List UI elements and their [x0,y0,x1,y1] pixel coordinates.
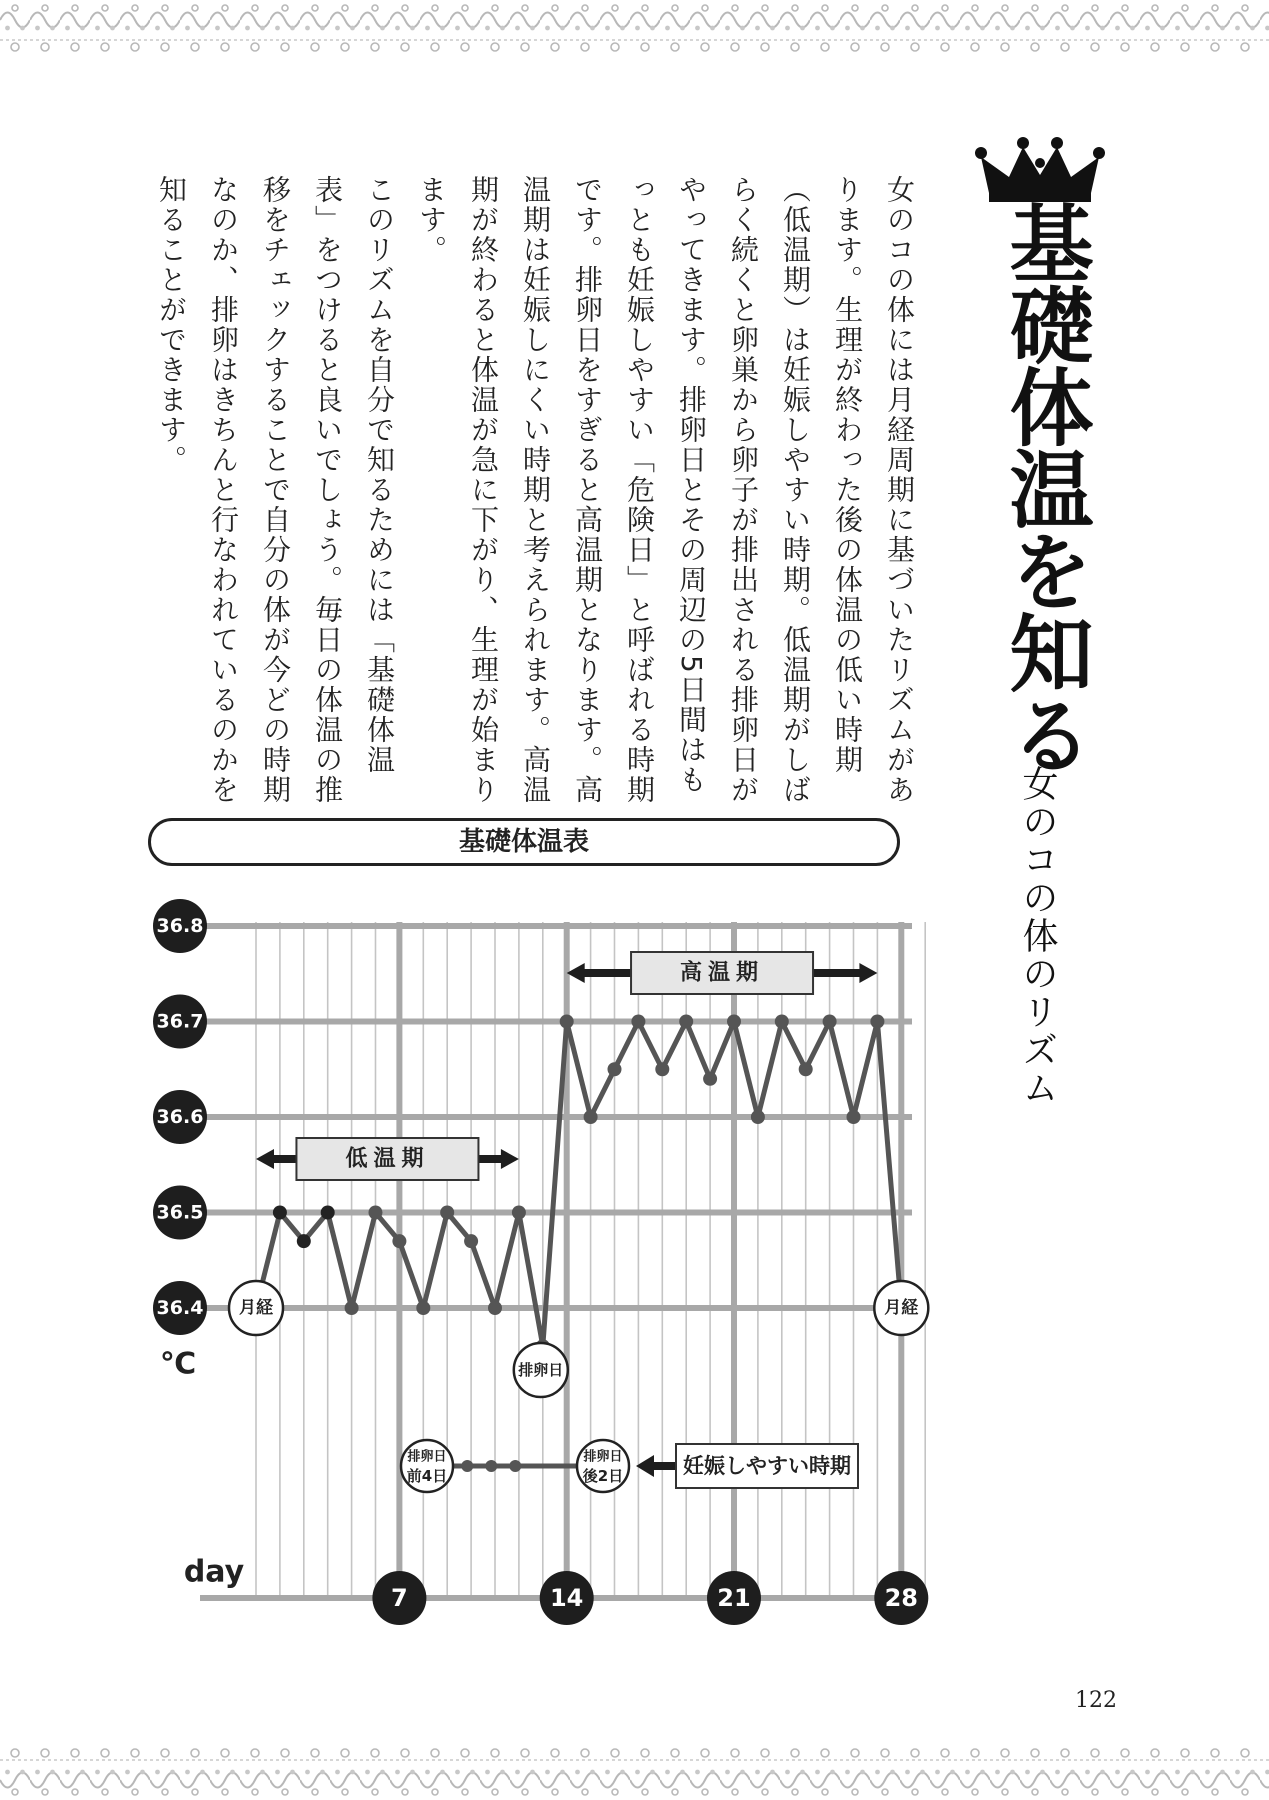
paragraph-2: このリズムを自分で知るためには「基礎体温表」をつけると良いでしょう。毎日の体温の推移をチェックすることで自分の体が今どの時期なのか、排卵はきちんと行なわれているのかを知ることができます。 [155,175,396,805]
x-tick-label: 14 [549,1584,584,1612]
temperature-point [416,1301,430,1315]
temperature-point [345,1301,359,1315]
x-tick-label: 21 [717,1584,751,1612]
high-phase-arrow-right [859,963,877,983]
low-phase-arrow-right [501,1149,519,1169]
paragraph-1: 女のコの体には月経周期に基づいたリズムがあります。生理が終わった後の体温の低い時期（低温期）は妊娠しやすい時期。低温期がしばらく続くと卵巣から卵子が排出される排卵日がやってきます。排卵日とその周辺の5日間はもっとも妊娠しやすい「危険日」と呼ばれる時期です。排卵日をすぎると高温期となります。高温期は妊娠しにくい時期と考えられます。高温期が終わると体温が急に下がり、生理が始まります。 [415,175,916,805]
fertile-window-point [461,1460,473,1472]
y-tick-label: 36.7 [156,1010,204,1033]
y-tick-label: 36.5 [156,1201,204,1224]
fertile-window-point [485,1460,497,1472]
temperature-point [799,1062,813,1076]
fertile-end-label-line1: 排卵日 [583,1449,623,1465]
low-phase-arrow-left [256,1149,274,1169]
temperature-point [608,1062,622,1076]
page-number: 122 [1075,1688,1117,1713]
ovulation-label: 排卵日 [518,1361,564,1379]
y-tick-label: 36.8 [156,915,204,937]
fertile-window-point [509,1460,521,1472]
low-phase-label: 低温期 [345,1146,430,1172]
lace-border-bottom [0,1740,1269,1800]
temperature-point [751,1110,765,1124]
temperature-point [369,1206,383,1220]
temperature-point [392,1234,406,1248]
temperature-point [823,1015,837,1029]
fertile-end-label-line2: 後2日 [582,1467,624,1485]
x-tick-label: 28 [884,1584,919,1612]
x-tick-label: 7 [391,1584,408,1612]
fertile-window-label: 妊娠しやすい時期 [683,1454,851,1478]
high-phase-label: 高温期 [680,960,765,986]
temperature-point [631,1015,645,1029]
temperature-point [775,1015,789,1029]
temperature-point [512,1206,526,1220]
page-subtitle: 女のコの体のリズム [1017,765,1058,1107]
x-axis-label: day [183,1554,245,1590]
menstruation-start-label: 月経 [239,1298,273,1318]
y-tick-label: 36.6 [156,1106,204,1128]
y-tick-label: 36.4 [156,1297,204,1319]
temperature-point [679,1015,693,1029]
temperature-point [321,1206,335,1220]
temperature-point [727,1015,741,1029]
temperature-point [655,1062,669,1076]
temperature-point [488,1301,502,1315]
fertile-start-label-line2: 前4日 [406,1467,448,1485]
temperature-point [703,1072,717,1086]
chart-title: 基礎体温表 [148,818,900,866]
y-axis-label: ℃ [159,1346,197,1382]
temperature-point [440,1206,454,1220]
temperature-point [847,1110,861,1124]
fertile-start-label-line1: 排卵日 [407,1449,447,1465]
temperature-point [560,1015,574,1029]
temperature-point [870,1015,884,1029]
menstruation-next-label: 月経 [884,1298,919,1318]
page-title: 基礎体温を知る [996,200,1095,774]
temperature-point [297,1234,311,1248]
temperature-point [464,1234,478,1248]
temperature-point [584,1110,598,1124]
temperature-point [273,1206,287,1220]
